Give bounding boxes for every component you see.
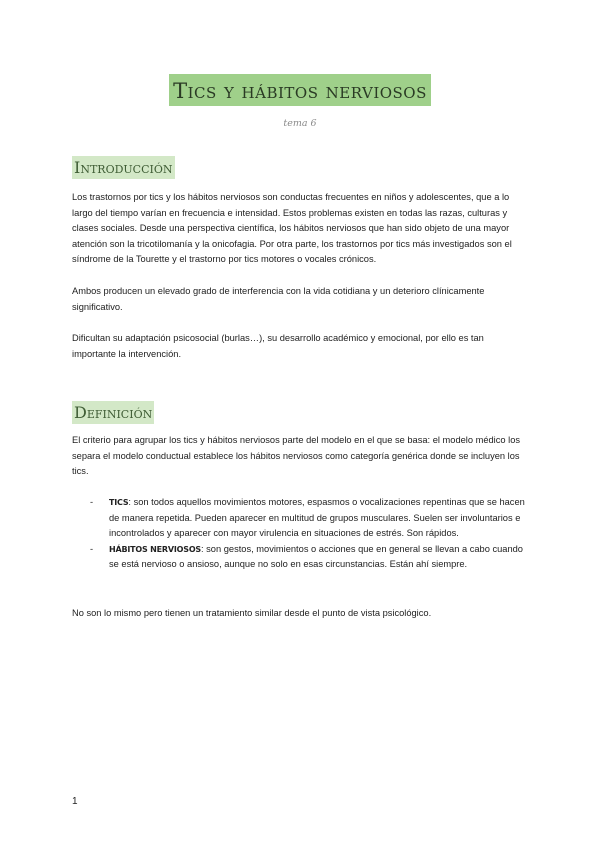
definition-tics: : son todos aquellos movimientos motores, espasmos o vocalizaciones repentinas que se hacen de manera repetida. Pueden aparecer en multitud de grupos musculares. Suelen ser involuntarios e incontrolados y aparecer con mayor virulencia en situaciones de estrés. Son rápidos. xyxy=(109,497,525,539)
title-container xyxy=(0,74,600,106)
list-bullet: - xyxy=(90,497,94,507)
section-heading-introduccion: Introducción xyxy=(74,158,173,177)
definition-list xyxy=(72,495,532,573)
intro-paragraph-2: Ambos producen un elevado grado de interferencia con la vida cotidiana y un deterioro clínicamente significativo. xyxy=(72,286,485,312)
page-title: Tics y hábitos nerviosos xyxy=(169,74,431,106)
section-heading-definicion: Definición xyxy=(74,403,153,422)
definition-habitos-nerviosos: : son gestos, movimientos o acciones que en general se llevan a cabo cuando se está nervioso o ansioso, aunque no solo en esas circunstancias. Están ahí siempre. xyxy=(109,543,523,570)
intro-paragraph-1: Los trastornos por tics y los hábitos nerviosos son conductas frecuentes en niños y adolescentes, que a lo largo del tiempo varían en frecuencia e intensidad. Estos problemas existen en todas las razas, culturas y clases sociales. Desde una perspectiva científica, los hábitos nerviosos que han sido objeto de una mayor atención son la tricotilomanía y la onicofagia. Por otra parte, los trastornos por tics más investigados son el síndrome de la Tourette y el trastorno por tics motores o vocales crónicos. xyxy=(72,192,512,265)
term-tics: TICS xyxy=(109,498,129,507)
page-subtitle: tema 6 xyxy=(283,118,317,129)
page-number: 1 xyxy=(72,796,78,807)
list-item-tics xyxy=(72,495,532,542)
intro-paragraph-3: Dificultan su adaptación psicosocial (burlas…), su desarrollo académico y emocional, por ello es tan importante la intervención. xyxy=(72,333,484,359)
list-item-habitos xyxy=(72,542,532,573)
list-bullet: - xyxy=(90,543,94,554)
definition-intro-paragraph: El criterio para agrupar los tics y hábitos nerviosos parte del modelo en el que se basa: el modelo médico los separa el modelo conductual establece los hábitos nerviosos como categoría genérica donde se incluyen los tics. xyxy=(72,435,521,477)
term-habitos-nerviosos: HÁBITOS NERVIOSOS xyxy=(109,544,201,554)
definition-closing-paragraph: No son lo mismo pero tienen un tratamiento similar desde el punto de vista psicológico. xyxy=(72,608,432,618)
